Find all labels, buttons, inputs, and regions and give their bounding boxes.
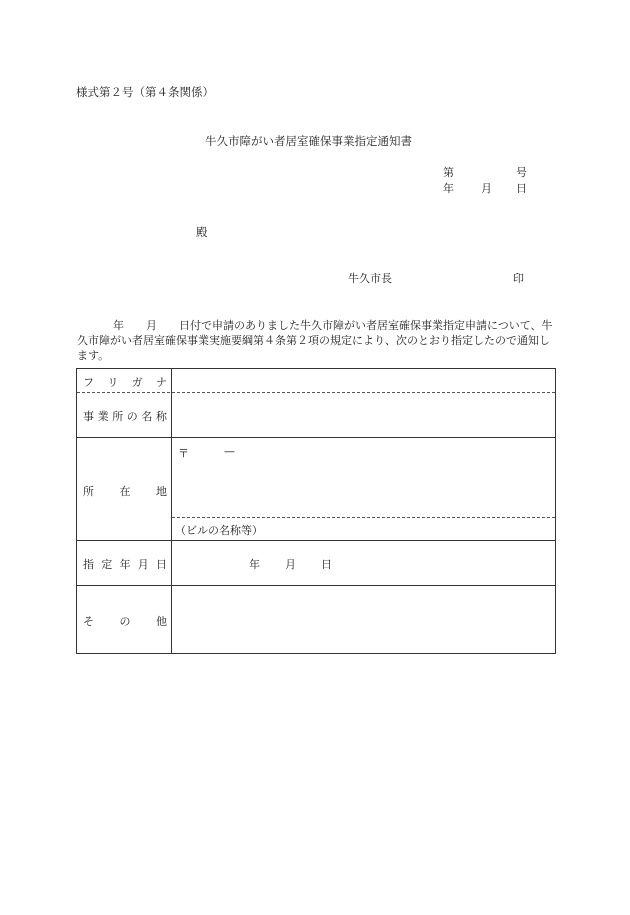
form-number: 様式第２号（第４条関係）: [76, 85, 214, 99]
label-char: 所: [83, 485, 94, 498]
label-char: 在: [119, 485, 131, 498]
label-char: の: [126, 410, 138, 423]
label-char: ガ: [131, 376, 143, 389]
body-text: 年 月 日付で申請のありました牛久市障がい者居室確保事業指定申請について、牛久市障がい者居室確保事業実施要綱第４条第２項の規定により、次のとおり指定したので通知します。: [77, 319, 553, 362]
designation-month: 月: [285, 558, 296, 571]
recipient-honorific: 殿: [196, 225, 208, 239]
designation-year: 年: [249, 558, 260, 571]
postal-dash: —: [224, 445, 235, 458]
office-name-field[interactable]: [173, 393, 555, 437]
location-label: [83, 483, 167, 499]
table-column-divider: [171, 369, 172, 653]
other-label: [83, 613, 167, 629]
label-char: の: [119, 615, 131, 628]
label-char: 称: [155, 410, 167, 423]
label-char: 名: [141, 410, 153, 423]
label-char: そ: [83, 615, 94, 628]
label-char: リ: [107, 376, 119, 389]
location-divider: [77, 540, 555, 541]
label-char: ナ: [155, 376, 167, 389]
label-char: 地: [156, 485, 167, 498]
furigana-label: [83, 374, 167, 390]
label-char: 年: [119, 558, 131, 571]
issuer-name: 牛久市長: [348, 272, 392, 285]
document-number-label: 第: [443, 166, 454, 179]
postal-mark: 〒: [178, 447, 189, 460]
label-char: フ: [83, 376, 94, 389]
label-char: 他: [156, 615, 167, 628]
designation-date-divider: [77, 585, 555, 586]
office-name-divider: [77, 437, 555, 438]
document-date-year: 年: [443, 182, 454, 195]
label-char: 月: [137, 558, 149, 571]
label-char: 業: [97, 410, 109, 423]
designation-info-table: [76, 368, 556, 654]
document-title: 牛久市障がい者居室確保事業指定通知書: [205, 134, 412, 148]
designation-day: 日: [321, 558, 332, 571]
office-name-label: [83, 408, 167, 424]
seal-mark: 印: [513, 272, 524, 285]
label-char: 所: [112, 410, 124, 423]
document-number-suffix: 号: [516, 166, 527, 179]
label-char: 事: [83, 410, 94, 423]
label-char: 日: [156, 558, 167, 571]
location-address-divider: [172, 517, 555, 518]
document-date-day: 日: [516, 182, 527, 195]
designation-date-label: [83, 556, 167, 572]
building-name-note: （ビルの名称等）: [175, 524, 263, 537]
other-field[interactable]: [173, 587, 555, 653]
document-date-month: 月: [481, 182, 492, 195]
label-char: 指: [83, 558, 94, 571]
label-char: 定: [101, 558, 113, 571]
